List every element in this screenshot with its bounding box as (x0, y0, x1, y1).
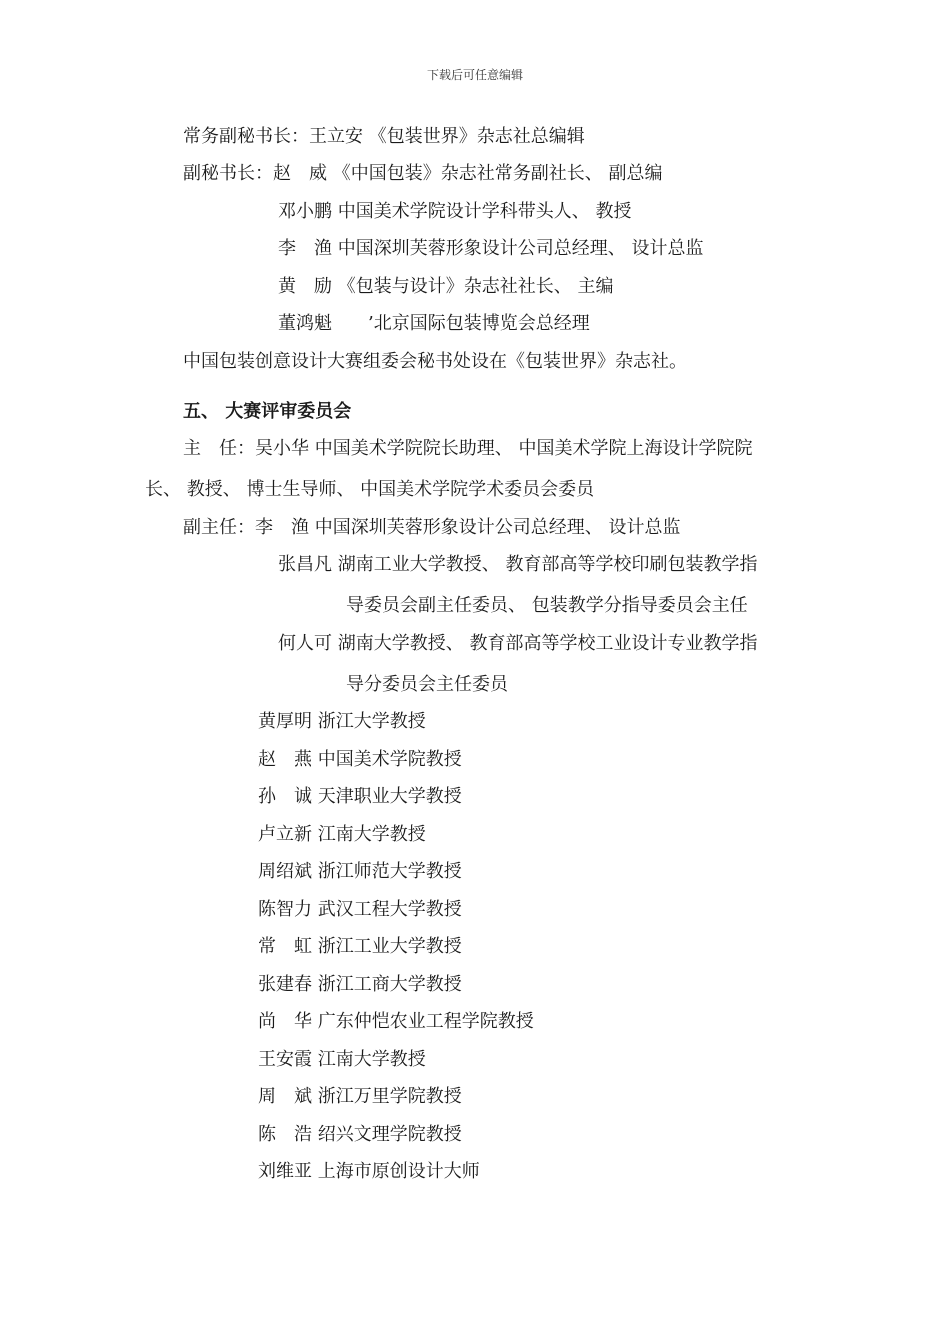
text-line: 王安霞 江南大学教授 (258, 1049, 426, 1070)
text-line: 主 任：吴小华 中国美术学院院长助理、 中国美术学院上海设计学院院 (183, 438, 753, 459)
text-line: 常 虹 浙江工业大学教授 (258, 936, 462, 957)
text-line: 副秘书长：赵 威 《中国包装》杂志社常务副社长、 副总编 (183, 163, 663, 184)
text-line: 卢立新 江南大学教授 (258, 824, 426, 845)
text-line: 黄厚明 浙江大学教授 (258, 711, 426, 732)
page-header: 下载后可任意编辑 (426, 68, 523, 82)
text-line: 周绍斌 浙江师范大学教授 (258, 861, 462, 882)
section-heading: 五、 大赛评审委员会 (183, 401, 352, 422)
text-line: 董鸿魁 ’北京国际包装博览会总经理 (278, 313, 590, 334)
text-line: 导分委员会主任委员 (346, 674, 508, 695)
text-line: 导委员会副主任委员、 包装教学分指导委员会主任 (346, 595, 748, 616)
text-line: 黄 励 《包装与设计》杂志社社长、 主编 (278, 276, 614, 297)
text-line: 孙 诚 天津职业大学教授 (258, 786, 462, 807)
text-line: 周 斌 浙江万里学院教授 (258, 1086, 462, 1107)
text-line: 陈 浩 绍兴文理学院教授 (258, 1124, 462, 1145)
text-line: 张建春 浙江工商大学教授 (258, 974, 462, 995)
text-line: 赵 燕 中国美术学院教授 (258, 749, 462, 770)
text-line: 常务副秘书长：王立安 《包装世界》杂志社总编辑 (183, 126, 585, 147)
text-line: 李 渔 中国深圳芙蓉形象设计公司总经理、 设计总监 (278, 238, 704, 259)
text-line: 尚 华 广东仲恺农业工程学院教授 (258, 1011, 534, 1032)
text-line: 中国包装创意设计大赛组委会秘书处设在《包装世界》杂志社。 (183, 351, 687, 372)
text-line: 副主任：李 渔 中国深圳芙蓉形象设计公司总经理、 设计总监 (183, 517, 681, 538)
text-line: 刘维亚 上海市原创设计大师 (258, 1161, 480, 1182)
text-line: 张昌凡 湖南工业大学教授、 教育部高等学校印刷包装教学指 (278, 554, 758, 575)
text-line: 何人可 湖南大学教授、 教育部高等学校工业设计专业教学指 (278, 633, 758, 654)
text-line: 邓小鹏 中国美术学院设计学科带头人、 教授 (278, 201, 632, 222)
text-line: 长、 教授、 博士生导师、 中国美术学院学术委员会委员 (145, 479, 595, 500)
text-line: 陈智力 武汉工程大学教授 (258, 899, 462, 920)
